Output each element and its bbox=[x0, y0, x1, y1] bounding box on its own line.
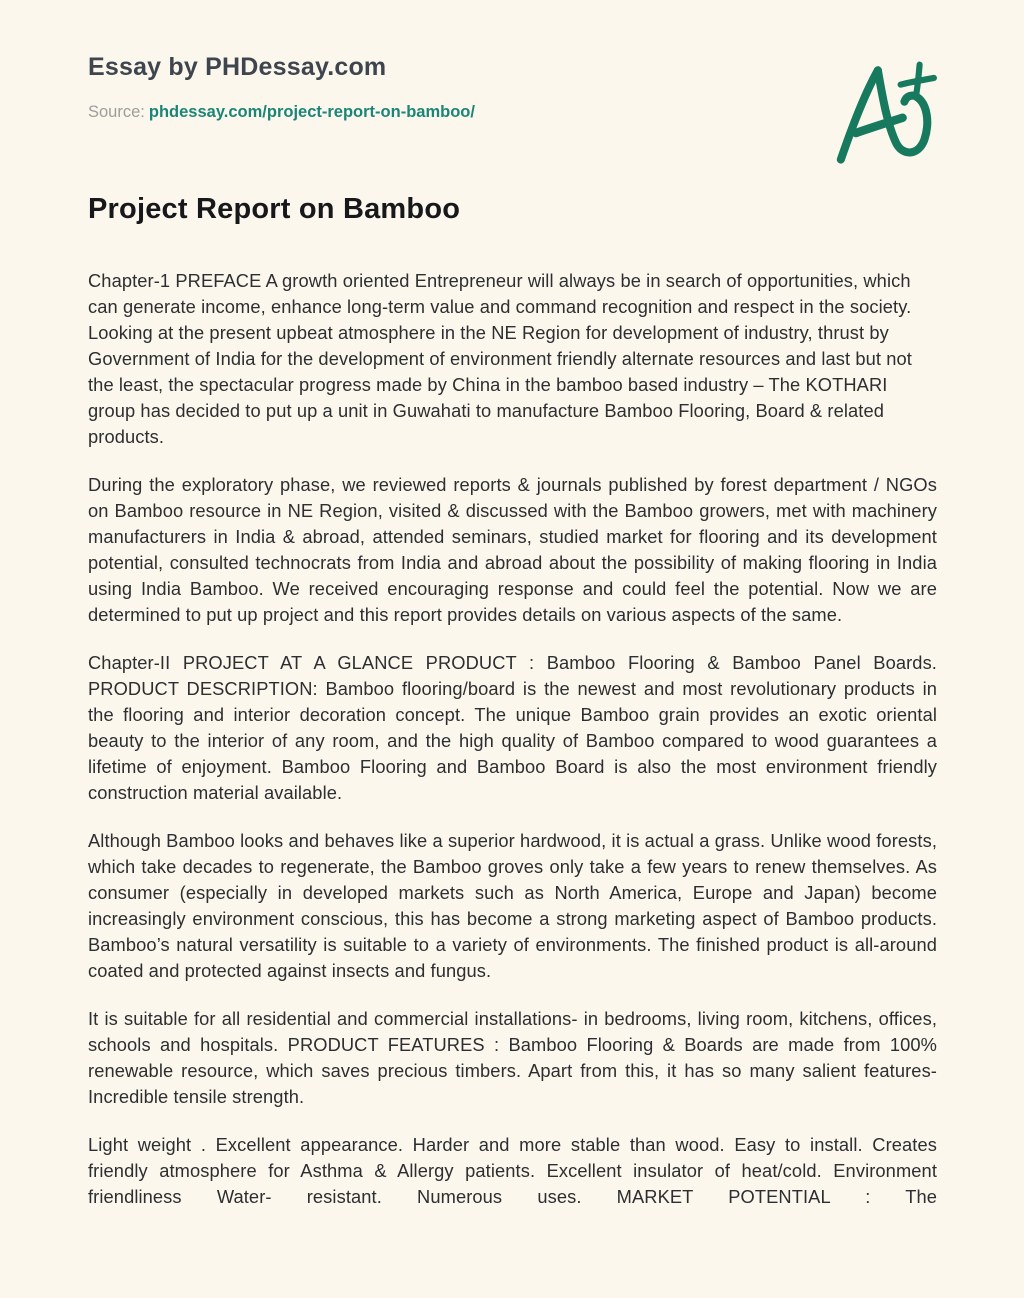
essay-paragraph: Chapter-1 PREFACE A growth oriented Entrepreneur will always be in search of opportunities, which can generate income, enhance long-term value and command recognition and respect in the society. Looking at the present upbeat atmosphere in the NE Region for development of industry, thrust by Government of India for the development of environment friendly alternate resources and last but not the least, the spectacular progress made by China in the bamboo based industry – The KOTHARI group has decided to put up a unit in Guwahati to manufacture Bamboo Flooring, Board & related products. bbox=[88, 270, 912, 447]
page-title: Project Report on Bamboo bbox=[88, 193, 461, 225]
essay-body bbox=[88, 268, 937, 1210]
source-label: Source: bbox=[88, 103, 145, 121]
essay-paragraph: Although Bamboo looks and behaves like a superior hardwood, it is actual a grass. Unlike wood forests, which take decades to regenerate, the Bamboo groves only take a few years to renew themselves. As consumer (especially in developed markets such as North America, Europe and Japan) become increasingly environment conscious, this has become a strong marketing aspect of Bamboo products. Bamboo’s natural versatility is suitable to a variety of environments. The finished product is all-around coated and protected against insects and fungus. bbox=[88, 830, 937, 981]
source-link[interactable]: phdessay.com/project-report-on-bamboo/ bbox=[148, 103, 475, 121]
essay-paragraph: During the exploratory phase, we reviewed reports & journals published by forest department / NGOs on Bamboo resource in NE Region, visited & discussed with the Bamboo growers, met with machinery manufacturers in India & abroad, attended seminars, studied market for flooring and its development potential, consulted technocrats from India and abroad about the possibility of making flooring in India using India Bamboo. We received encouraging response and could feel the potential. Now we are determined to put up project and this report provides details on various aspects of the same. bbox=[88, 474, 937, 625]
essay-paragraph: Chapter-II PROJECT AT A GLANCE PRODUCT : Bamboo Flooring & Bamboo Panel Boards. PRODUCT DESCRIPTION: Bamboo flooring/board is the newest and most revolutionary products in the flooring and interior decoration concept. The unique Bamboo grain provides an exotic oriental beauty to the interior of any room, and the high quality of Bamboo compared to wood guarantees a lifetime of enjoyment. Bamboo Flooring and Bamboo Board is also the most environment friendly construction material available. bbox=[88, 652, 937, 803]
a-plus-logo-icon bbox=[832, 58, 937, 170]
source-line bbox=[88, 101, 475, 123]
site-title: Essay by PHDessay.com bbox=[88, 53, 387, 81]
essay-paragraph: It is suitable for all residential and commercial installations- in bedrooms, living room, kitchens, offices, schools and hospitals. PRODUCT FEATURES : Bamboo Flooring & Boards are made from 100% renewable resource, which saves precious timbers. Apart from this, it has so many salient features- Incredible tensile strength. bbox=[88, 1008, 937, 1107]
header-text-block bbox=[88, 52, 475, 123]
page-header bbox=[88, 52, 937, 170]
essay-paragraph: Light weight . Excellent appearance. Harder and more stable than wood. Easy to install. Creates friendly atmosphere for Asthma & Allergy patients. Excellent insulator of heat/cold. Environment friendliness Water- resistant. Numerous uses. MARKET POTENTIAL : The bbox=[88, 1134, 937, 1207]
